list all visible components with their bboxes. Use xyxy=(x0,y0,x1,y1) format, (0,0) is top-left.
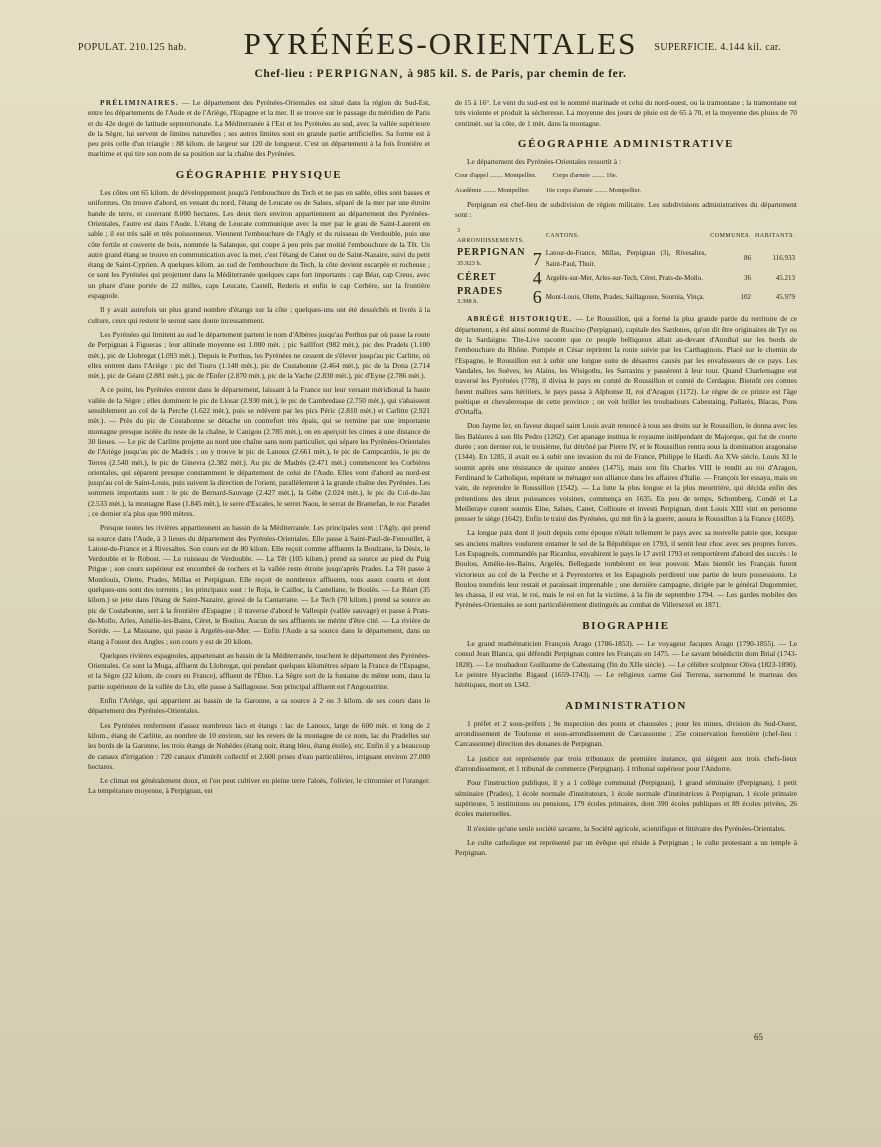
arrondissement-cell xyxy=(455,270,531,286)
abrege-paragraph xyxy=(455,314,797,417)
abrege-text: — Le Roussillon, qui a formé la plus grande partie du territoire de ce département, a été ainsi nommé de Ruscino (Perpignan), capitale des Sardones, qu'on dit être originaires de Tyr ou de la Sardaigne. Tite-Live raconte que ce peuple belliqueux allait au-devant d'Annibal sur les bords de l'embouchure du Rhône. Pompée et César reprirent la route suivie par les Carthaginois. Placé sur le chemin de l'Espagne, le Roussillon eut à subir une longue suite de désastres causés par les envahisseurs de ce pays. Les Vandales, les Suèves, les Alains, les Wisigoths, les Sarrasins y passèrent à leur tour. Quand Charlemagne eut traversé les Pyrénées (778), il divisa le pays en comté de Roussillon et comté de Cerdagne. Bientôt ces comtes furent maîtres sans héritiers, le pays passa à Alphonse II, roi d'Aragon (1172). Le règne de ce prince est l'âge poétique et chevaleresque de cette province ; on voit briller les troubadours Cabestaing, Pallarès, Blacas, Pons d'Ortaffa. xyxy=(455,314,798,417)
page-number: 65 xyxy=(754,1032,763,1042)
administration-paragraph: Le culte catholique est représenté par un évêque qui réside à Perpignan ; le culte protestant a un temple à Perpignan. xyxy=(455,837,797,858)
page-title: PYRÉNÉES-ORIENTALES xyxy=(243,26,638,61)
administration-paragraph: Il n'existe qu'une seule société savante, la Société agricole, scientifique et littéraire des Pyrénées-Orientales. xyxy=(467,823,786,833)
arrondissement-name: PERPIGNAN xyxy=(457,247,526,259)
ressort-row: Académie ........ Montpellier. 16e corps d'armée ........ Montpellier. xyxy=(455,186,642,194)
chef-lieu-prefix: Chef-lieu : xyxy=(254,68,314,80)
canton-count: 7 xyxy=(532,248,542,269)
table-header-cell: CANTONS. xyxy=(545,232,580,239)
habitants-count: 45.213 xyxy=(775,273,795,282)
canton-count: 4 xyxy=(532,267,542,288)
table-header-cell: COMMUNES. xyxy=(710,232,751,239)
communes-count: 102 xyxy=(740,293,751,301)
arrondissement-pop: 3.398 h. xyxy=(457,298,479,306)
chef-lieu-suffix: à 985 kil. S. de Paris, par chemin de fer. xyxy=(407,68,627,80)
left-column xyxy=(88,98,430,801)
habitants-count: 45.979 xyxy=(775,293,795,301)
right-column xyxy=(455,98,797,862)
biographie-text: Le grand mathématicien François Arago (1786-1853). — Le voyageur Jacques Arago (1790-1855). — Le consul Jean Blanca, qui défendit Perpignan contre les Français en 1475. — Le savant bénédictin dom Brial (1743-1828). — Le troubadour Guillaume de Cabestaing (fin du XIIe siècle). — Le célèbre sculpteur Oliva (1823-1890). Le peintre Hyacinthe Rigaud (1659-1743). — Le religieux carme Gui Terrena, surnommé le marteau des hérétiques, mort en 1342. xyxy=(455,639,797,690)
geo-paragraph: Il y avait autrefois un plus grand nombre d'étangs sur la côte ; quelques-uns ont été desséchés et livrés à la culture, ceux qui restent le seront sans doute incessamment. xyxy=(88,305,430,325)
chef-lieu-city: PERPIGNAN, xyxy=(316,68,404,80)
administration-heading: ADMINISTRATION xyxy=(565,699,687,712)
table-row xyxy=(455,286,797,309)
arrondissement-name: PRADES xyxy=(457,285,504,297)
geographie-administrative-heading: GÉOGRAPHIE ADMINISTRATIVE xyxy=(517,137,735,150)
preliminaires-heading: PRÉLIMINAIRES. xyxy=(100,98,180,107)
population-label: POPULAT. 210.125 hab. xyxy=(78,42,187,53)
administration-paragraph: Pour l'instruction publique, il y a 1 collège communal (Perpignan), 1 grand séminaire (Perpignan), 1 petit séminaire (Prades), 1 école normale d'instituteurs, 1 école normale d'institutrices à Perpignan, 1 école primaire supérieure, 5 institutions ou pensions, 179 écoles primaires, dont 390 écoles publiques et 89 écoles privées, 26 écoles maternelles. xyxy=(455,778,797,819)
canton-count: 6 xyxy=(532,287,542,308)
geo-paragraph: Presque toutes les rivières appartiennent au bassin de la Méditerranée. Les principales sont : l'Agly, qui prend sa source dans l'Aude, à 3 lieues du département des Pyrénées-Orientales. Elle passe à Saint-Paul-de-Fenouillet, à Latour-de-France et à Rivesaltes. Son cours est de 80 kilom. Elle reçoit comme affluents la Boulzane, la Désix, le Verdouble et le Robost. — Le ruisseau de Verdouble. — La Têt (105 kilom.) prend sa source au pied du Puig Prigue ; son cours supérieur est encombré de rochers et la vallée reste étroite jusqu'après Prades. La Têt passe à Montlouis, Olette, Prades, Millas et Perpignan. Elle reçoit de nombreux affluents, tous assez courts et dont quelques-uns sont des torrents ; les principaux sont : le Roja, le Cailloc, la Castellane, le Boulès. — Le Réart (35 kilom.) se jette dans l'étang de Saint-Nazaire, grossi de la Cantarrane. — Le Tech (70 kilom.) prend sa source au pic de Costabonne, sert à la frontière d'Espagne ; il traverse d'abord le Vallespir (vallée sauvage) et passe à Prats-de-Mollo, Arles, Amélie-les-Bains, Céret, le Boulou. Aucun de ses affluents ne mérite d'être cité. — La rivière de Sorède. — La Massane, qui passe à Argelès-sur-Mer. — Enfin l'Aude a sa source dans le département, dans un étang à l'ouest des Angles ; son cours y est de 20 kilom. xyxy=(88,523,430,646)
ressort-intro: Le département des Pyrénées-Orientales ressortit à : xyxy=(467,157,621,167)
cantons-list: Argelès-sur-Mer, Arles-sur-Tech, Céret, Prats-de-Mollo. xyxy=(545,273,703,282)
geo-paragraph: Les Pyrénées renferment d'assez nombreux lacs et étangs : lac de Lanoux, large de 600 mèt. et long de 2 kilom., étang de Carlitte, au nombre de 10 environ, sur les revers de la montagne de ce nom, lac du Pradelles sur les bords de la Garonne, les trois étangs de Nohèdes (étang noir, étang bleu, étang étoile), etc. Enfin il y a beaucoup de canaux d'irrigation : 720 canaux d'intérêt collectif et 2.600 prises d'eau particulières, irriguant environ 27.000 hectares. xyxy=(88,720,430,771)
administration-paragraph: 1 préfet et 2 sous-préfets ; 9e inspection des ponts et chaussées ; pour les mines, division du Sud-Ouest, arrondissement de Toulouse et sous-arrondissement de Carcassonne ; 25e conservation forestière (chef-lieu : Carcassonne) direction des douanes de Perpignan. xyxy=(455,718,797,749)
preliminaires-text: — Le département des Pyrénées-Orientales est situé dans la région du Sud-Est, entre les départements de l'Aude et de l'Ariège, l'Espagne et la mer. Il se trouve sur le passage du méridien de Paris et du 42e degré de latitude septentrionale. La Méditerranée à l'Est et les Pyrénées au sud, avec la vallée supérieure de la Sègre, lui servent de limites naturelles ; ses autres limites sont en grande partie artificielles. Sa forme est à peu près celle d'un triangle : 88 kilom. de largeur sur 120 de longueur. C'est un département à la fois frontière et maritime et qui tire son nom de sa position sur la chaîne des Pyrénées. xyxy=(88,98,430,159)
arrondissement-cell xyxy=(455,286,531,309)
table-row xyxy=(455,270,797,286)
administration-paragraph: La justice est représentée par trois tribunaux de première instance, qui siègent aux trois chefs-lieux d'arrondissement, et 1 tribunal de commerce (Perpignan). 1 tribunal supérieur pour l'Andorre. xyxy=(455,753,797,774)
geo-paragraph: Enfin l'Ariège, qui appartient au bassin de la Garonne, a sa source à 2 ou 3 kilom. de ses cours dans le département des Pyrénées-Orientales. xyxy=(88,696,430,716)
arrondissement-name: CÉRET xyxy=(457,271,497,283)
geographie-physique-heading: GÉOGRAPHIE PHYSIQUE xyxy=(175,168,343,181)
geo-paragraph: A ce point, les Pyrénées entrent dans le département, laissant à la France sur leur versant méridional la haute vallée de la Sègre ; elles dominent le pic de Llosar (2.930 mèt.), le pic de Cambredase (2.750 mèt.), qui s'abaissent sensiblement au col de la Perche (1.622 mèt.), puis se relèvent par les pics Péric (2.810 mèt.) et Carlitte (2.921 mèt.). — Près du pic de Costabonne se détache un contrefort très épais, qui se termine par une importante montagne presque isolée du reste de la chaîne, le Canigou (2.785 mèt.), on en aperçoit les cimes à une distance de 30 lieues. — Le pic de Carlitte projette au nord une chaîne sans nom particulier, qui sépare les Pyrénées-Orientales de l'Ariège jusqu'au pic de Madrès ; on y trouve le pic de Lanoux (2.661 mèt.), le pic de Campcardós, le pic de Terres (2.540 mèt.), le pic de Ginevra (2.382 mèt.). Au pic de Madrès (2.471 mèt.) commencent les Corbières orientales, qui séparent presque constamment le département de celui de l'Aude. Elles vont d'abord au nord-est jusqu'au col de Saint-Louis, puis suivent la direction de l'orient, parallèlement à la grande chaîne des Pyrénées. Les sommets importants sont : le pic de Bernard-Sauvage (2.427 mèt.), la Gèbe (2.024 mèt.), le pic du Col-de-Jau (2.533 mèt.), la montagne Rase (1.845 mèt.), le serre d'Escales, le serret Naou, le serrat de Bramefan, le roc Paradet ; ce dernier n'a plus que 900 mètres. xyxy=(88,385,430,518)
geo-paragraph: Quelques rivières espagnoles, appartenant au bassin de la Méditerranée, touchent le département des Pyrénées-Orientales. Ce sont la Muga, affluent du Llobregat, qui pendant quelques kilomètres sépare la France de l'Espagne, et la Sègre (22 kilom. de cours en France), affluent de l'Èbre. La Sègre sort de la fontaine du même nom, dans la partie supérieure de la vallée de Llo, elle passe à Saillagouse. Son principal affluent est l'Angoustrine. xyxy=(88,650,430,691)
table-header-cell xyxy=(531,225,544,248)
climate-continuation: de 15 à 16°. Le vent du sud-est est le nommé marinade et celui du nord-ouest, ou la tramontane ; la tramontane est très violente et produit la sécheresse. La moyenne des jours de pluie est de 65 à 70, et la moyenne des pluies de 70 centimèt. sur la côte, de 1 mèt. dans la montagne. xyxy=(455,98,797,128)
cantons-list: Latour-de-France, Millas, Perpignan (3), Rivesaltes, Saint-Paul, Thuir. xyxy=(545,249,707,268)
table-row xyxy=(455,247,797,270)
communes-count: 36 xyxy=(743,273,751,282)
geo-paragraph: Le climat est généralement doux, et l'on peut cultiver en pleine terre l'aloès, l'olivier, le citronnier et l'oranger. La température moyenne, à Perpignan, est xyxy=(88,776,430,796)
arrondissement-cell xyxy=(455,247,531,270)
table-header-row xyxy=(455,225,797,248)
page-header xyxy=(0,26,881,86)
abrege-paragraph: La longue paix dont il jouit depuis cette époque n'était tellement le pays avec sa nouvelle patrie que, lorsque ses anciens maîtres voulurent entamer le sol de la République en 1793, il sentit leur choc avec ses propres forces. Les Espagnols, commandés par Ricardos, envahirent le pays le 17 avril 1793 et remportèrent d'abord des succès : le Boulou, Amélie-les-Bains, Argelès, Bellegarde tombèrent en leur pouvoir. Mais bientôt les Français furent victorieux au col de la Perche et à Peyrestortes et les Espagnols perdirent une partie de leurs possessions. Le Boulou toutefois leur restait et paraissait imprenable ; une dernière campagne, dirigée par le général Dugommier, les chassa, il est vrai, le roi, mais le roi en fut la victime, à la fin de septembre 1794. — Les gardes mobiles des Pyrénées-Orientales se sont particulièrement distingués au combat de Villersexel en 1871. xyxy=(455,528,798,610)
ressort-row: Cour d'appel ........ Montpellier. Corps d'armée ........ 16e. xyxy=(455,172,618,180)
abrege-paragraph: Don Jayme Ier, en faveur duquel saint Louis avait renoncé à tous ses droits sur le Roussillon, le donna avec les îles Baléares à son fils Pedro (1262). Cet apanage institua le royaume indépendant de Majorque, qui fut de courte durée ; son dernier roi, le troisième, fut détrôné par Pierre IV, et le Roussillon rentra sous la domination aragonaise (1344). En 1285, il avait eu à subir une invasion du roi de France, Philippe le Hardi. Au XVe siècle, Louis XI le soumit après une résistance de quinze années (1475), mais son fils Charles VIII le rendit au roi d'Aragon, Ferdinand le Catholique, espérant se ménager son alliance dans les affaires d'Italie. — François Ier essaya, mais en vain, de reprendre le Roussillon (1542). — La lutte la plus longue et la plus meurtrière, qui décida enfin des prétentions des deux puissances voisines, commença en 1635. En peu de temps, Schomberg, Condé et La Meilleraye curent soumis Elne, Salses, Canet, Collioure et investi Perpignan, dont Louis XIII vint en personne presser le siège (1642). Enfin le traité des Pyrénées, qui mit fin à la guerre, assura le Roussillon à la France (1659). xyxy=(455,421,797,524)
table-header-cell: HABITANTS. xyxy=(754,232,795,239)
arrondissements-table xyxy=(455,225,797,309)
habitants-count: 116.933 xyxy=(772,254,795,263)
table-header-cell: 3 ARRONDISSEMENTS. xyxy=(457,227,525,244)
geo-paragraph: Les Pyrénées qui limitent au sud le département partent le nom d'Albères jusqu'au Perthus par où passe la route de Perpignan à Figueras ; leur altitude moyenne est 1.000 mèt. ; pic Saillfort (982 mèt.), pic des Pradels (1.100 mèt.), pic de Llobregat (1.093 mèt.). Depuis le Perthus, les Pyrénées ne cessent de s'élever jusqu'au pic Carlitte, où elles entrent dans l'Ariège : pic del Touro (1.148 mèt.), pic de Costabonne (2.464 mèt.), pic de la Dona (2.714 mèt.), pic de Géant (2.881 mèt.), pic de l'Enfer (2.870 mèt.), pic de la Vache (2.830 mèt.), pic d'Eyne (2.786 mèt.). xyxy=(88,329,430,381)
biographie-heading: BIOGRAPHIE xyxy=(582,619,670,632)
abrege-heading: ABRÉGÉ HISTORIQUE. xyxy=(467,314,573,324)
geo-paragraph: Les côtes ont 65 kilom. de développement jusqu'à l'embouchure du Tech et ne pas en sable, elles sont basses et uniformes. On trouve d'abord, en venant du nord, l'étang de Leucate ou de Salses, séparé de la mer par une étroite bande de terre, et couvrant 8.000 hectares. Les deux tiers environ appartiennent au département des Pyrénées-Orientales, l'autre est dans l'Aude. L'étang de Leucate communique avec la mer par le grau de Saint-Laurent en sable ; il est très salé et très poissonneux. Viennent l'embouchure de l'Agly et du ruisseau de Verdouble, puis une côte fertile et couverte de bois, nommée la Salanque, qui coupe à peu près par moitié l'embouchure de la Têt. Un autre grand étang se trouve en communication avec la mer, c'est l'étang de Canet ou de Saint-Nazaire, suivi du petit étang de Saint-Cyprien. A quelques kilom. au sud de l'embouchure du Tech, la côte devient escarpée et rocheuse ; ce sont les Pyrénées qui projettent dans la Méditerranée quelques caps fort importants : cap Béar, cap Creus, avec un phare d'une portée de 22 milles, caps Leucate, Castell, Rederis et enfin le cap Cerbère, sur la frontière espagnole. xyxy=(88,188,430,301)
subdivision-text: Perpignan est chef-lieu de subdivision de région militaire. Les subdivisions administratives du département sont : xyxy=(455,200,797,220)
superficie-label: SUPERFICIE. 4.144 kil. car. xyxy=(654,42,781,53)
chef-lieu-line xyxy=(0,68,881,80)
cantons-list: Mont-Louis, Olette, Prades, Saillagouse, Sournia, Vinça. xyxy=(545,293,705,301)
communes-count: 86 xyxy=(743,254,751,263)
arrondissement-pop: 35.923 h. xyxy=(457,259,482,267)
preliminaires-paragraph xyxy=(88,98,430,160)
